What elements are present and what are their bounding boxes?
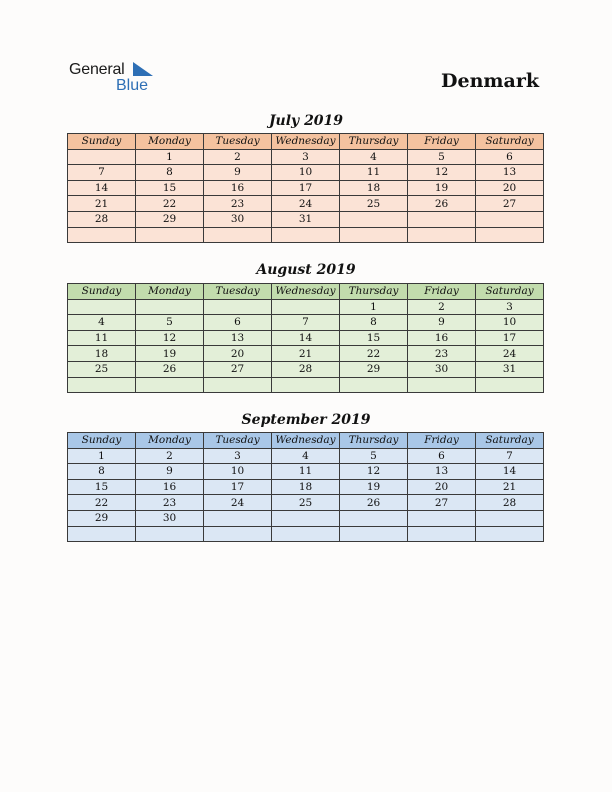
week-row — [68, 299, 544, 315]
country-title: Denmark — [441, 70, 539, 92]
day-cell — [408, 510, 476, 526]
day-cell: 19 — [340, 479, 408, 495]
day-cell: 8 — [68, 464, 136, 480]
day-cell: 14 — [272, 330, 340, 346]
day-cell — [476, 211, 544, 227]
day-cell: 10 — [272, 165, 340, 181]
day-cell — [68, 526, 136, 542]
day-cell: 5 — [340, 448, 408, 464]
day-cell: 11 — [68, 330, 136, 346]
day-cell — [340, 377, 408, 393]
day-cell: 30 — [408, 361, 476, 377]
month-title-september: September 2019 — [241, 412, 371, 428]
week-row — [68, 448, 544, 464]
logo-word-blue: Blue — [116, 77, 149, 94]
calendar-july — [67, 133, 544, 243]
week-row — [68, 315, 544, 331]
day-cell — [136, 526, 204, 542]
weekday-header: Saturday — [476, 134, 544, 150]
week-row — [68, 196, 544, 212]
day-cell: 13 — [204, 330, 272, 346]
day-cell — [340, 211, 408, 227]
day-cell: 21 — [68, 196, 136, 212]
weekday-header: Saturday — [476, 433, 544, 449]
day-cell: 7 — [476, 448, 544, 464]
day-cell: 19 — [136, 346, 204, 362]
day-cell: 27 — [476, 196, 544, 212]
day-cell: 12 — [340, 464, 408, 480]
weekday-header-row — [68, 284, 544, 300]
day-cell — [204, 377, 272, 393]
week-row — [68, 180, 544, 196]
day-cell: 11 — [340, 165, 408, 181]
day-cell — [136, 299, 204, 315]
day-cell: 27 — [204, 361, 272, 377]
day-cell: 16 — [204, 180, 272, 196]
week-row — [68, 464, 544, 480]
day-cell: 14 — [68, 180, 136, 196]
calendar-august — [67, 283, 544, 393]
day-cell: 5 — [408, 149, 476, 165]
day-cell — [340, 227, 408, 243]
day-cell: 4 — [272, 448, 340, 464]
day-cell: 28 — [476, 495, 544, 511]
day-cell: 2 — [204, 149, 272, 165]
week-row — [68, 165, 544, 181]
week-row — [68, 211, 544, 227]
weekday-header: Friday — [408, 134, 476, 150]
day-cell: 3 — [272, 149, 340, 165]
day-cell: 17 — [272, 180, 340, 196]
weekday-header: Wednesday — [272, 284, 340, 300]
day-cell: 10 — [204, 464, 272, 480]
day-cell — [272, 510, 340, 526]
day-cell: 28 — [272, 361, 340, 377]
day-cell — [272, 299, 340, 315]
day-cell: 29 — [136, 211, 204, 227]
day-cell — [476, 526, 544, 542]
day-cell — [408, 227, 476, 243]
week-row — [68, 346, 544, 362]
day-cell — [272, 526, 340, 542]
day-cell: 4 — [340, 149, 408, 165]
week-row — [68, 227, 544, 243]
day-cell: 25 — [340, 196, 408, 212]
day-cell: 13 — [408, 464, 476, 480]
day-cell: 18 — [272, 479, 340, 495]
day-cell: 24 — [204, 495, 272, 511]
day-cell: 12 — [136, 330, 204, 346]
day-cell: 16 — [136, 479, 204, 495]
day-cell: 22 — [340, 346, 408, 362]
day-cell: 31 — [476, 361, 544, 377]
weekday-header: Thursday — [340, 284, 408, 300]
day-cell: 31 — [272, 211, 340, 227]
day-cell — [68, 227, 136, 243]
day-cell — [272, 227, 340, 243]
day-cell: 4 — [68, 315, 136, 331]
day-cell — [340, 510, 408, 526]
day-cell: 8 — [136, 165, 204, 181]
day-cell: 13 — [476, 165, 544, 181]
day-cell: 30 — [136, 510, 204, 526]
weekday-header-row — [68, 134, 544, 150]
day-cell — [476, 377, 544, 393]
day-cell: 7 — [272, 315, 340, 331]
day-cell: 18 — [340, 180, 408, 196]
day-cell: 9 — [136, 464, 204, 480]
day-cell: 10 — [476, 315, 544, 331]
weekday-header: Sunday — [68, 284, 136, 300]
day-cell — [68, 149, 136, 165]
day-cell: 12 — [408, 165, 476, 181]
day-cell: 21 — [476, 479, 544, 495]
day-cell: 2 — [408, 299, 476, 315]
day-cell: 9 — [408, 315, 476, 331]
weekday-header: Saturday — [476, 284, 544, 300]
week-row — [68, 526, 544, 542]
week-row — [68, 510, 544, 526]
day-cell: 23 — [204, 196, 272, 212]
day-cell: 14 — [476, 464, 544, 480]
weekday-header: Monday — [136, 134, 204, 150]
month-title-august: August 2019 — [256, 262, 356, 278]
calendar-september — [67, 432, 544, 542]
day-cell: 8 — [340, 315, 408, 331]
day-cell: 20 — [476, 180, 544, 196]
weekday-header-row — [68, 433, 544, 449]
day-cell: 15 — [68, 479, 136, 495]
day-cell: 26 — [408, 196, 476, 212]
day-cell: 29 — [340, 361, 408, 377]
day-cell: 23 — [136, 495, 204, 511]
day-cell — [408, 526, 476, 542]
day-cell: 17 — [476, 330, 544, 346]
weekday-header: Monday — [136, 433, 204, 449]
day-cell: 6 — [408, 448, 476, 464]
day-cell: 15 — [340, 330, 408, 346]
day-cell — [68, 377, 136, 393]
weekday-header: Wednesday — [272, 433, 340, 449]
day-cell: 1 — [136, 149, 204, 165]
day-cell: 23 — [408, 346, 476, 362]
day-cell: 3 — [204, 448, 272, 464]
day-cell: 6 — [204, 315, 272, 331]
weekday-header: Thursday — [340, 134, 408, 150]
weekday-header: Friday — [408, 433, 476, 449]
weekday-header: Tuesday — [204, 134, 272, 150]
day-cell — [476, 227, 544, 243]
logo-word-general: General — [69, 61, 125, 78]
day-cell: 20 — [204, 346, 272, 362]
day-cell: 11 — [272, 464, 340, 480]
day-cell: 16 — [408, 330, 476, 346]
day-cell — [204, 510, 272, 526]
day-cell: 3 — [476, 299, 544, 315]
day-cell — [136, 377, 204, 393]
day-cell — [408, 211, 476, 227]
day-cell: 17 — [204, 479, 272, 495]
day-cell: 26 — [340, 495, 408, 511]
day-cell: 18 — [68, 346, 136, 362]
weekday-header: Sunday — [68, 433, 136, 449]
week-row — [68, 149, 544, 165]
day-cell: 25 — [272, 495, 340, 511]
day-cell — [476, 510, 544, 526]
day-cell: 28 — [68, 211, 136, 227]
day-cell — [68, 299, 136, 315]
weekday-header: Wednesday — [272, 134, 340, 150]
day-cell: 24 — [272, 196, 340, 212]
day-cell: 29 — [68, 510, 136, 526]
day-cell: 22 — [136, 196, 204, 212]
day-cell: 24 — [476, 346, 544, 362]
day-cell: 1 — [340, 299, 408, 315]
month-title-july: July 2019 — [268, 113, 344, 129]
day-cell — [204, 227, 272, 243]
day-cell: 22 — [68, 495, 136, 511]
day-cell — [272, 377, 340, 393]
day-cell: 20 — [408, 479, 476, 495]
day-cell — [204, 526, 272, 542]
day-cell: 30 — [204, 211, 272, 227]
weekday-header: Friday — [408, 284, 476, 300]
weekday-header: Sunday — [68, 134, 136, 150]
day-cell: 1 — [68, 448, 136, 464]
day-cell: 26 — [136, 361, 204, 377]
day-cell — [340, 526, 408, 542]
generalblue-logo — [69, 61, 159, 97]
day-cell: 21 — [272, 346, 340, 362]
day-cell — [408, 377, 476, 393]
day-cell: 5 — [136, 315, 204, 331]
day-cell — [204, 299, 272, 315]
week-row — [68, 495, 544, 511]
day-cell: 2 — [136, 448, 204, 464]
logo-triangle-icon — [133, 62, 153, 76]
day-cell — [136, 227, 204, 243]
weekday-header: Tuesday — [204, 284, 272, 300]
week-row — [68, 377, 544, 393]
weekday-header: Thursday — [340, 433, 408, 449]
weekday-header: Monday — [136, 284, 204, 300]
day-cell: 9 — [204, 165, 272, 181]
day-cell: 15 — [136, 180, 204, 196]
week-row — [68, 479, 544, 495]
day-cell: 7 — [68, 165, 136, 181]
week-row — [68, 361, 544, 377]
day-cell: 27 — [408, 495, 476, 511]
day-cell: 25 — [68, 361, 136, 377]
day-cell: 19 — [408, 180, 476, 196]
week-row — [68, 330, 544, 346]
day-cell: 6 — [476, 149, 544, 165]
weekday-header: Tuesday — [204, 433, 272, 449]
